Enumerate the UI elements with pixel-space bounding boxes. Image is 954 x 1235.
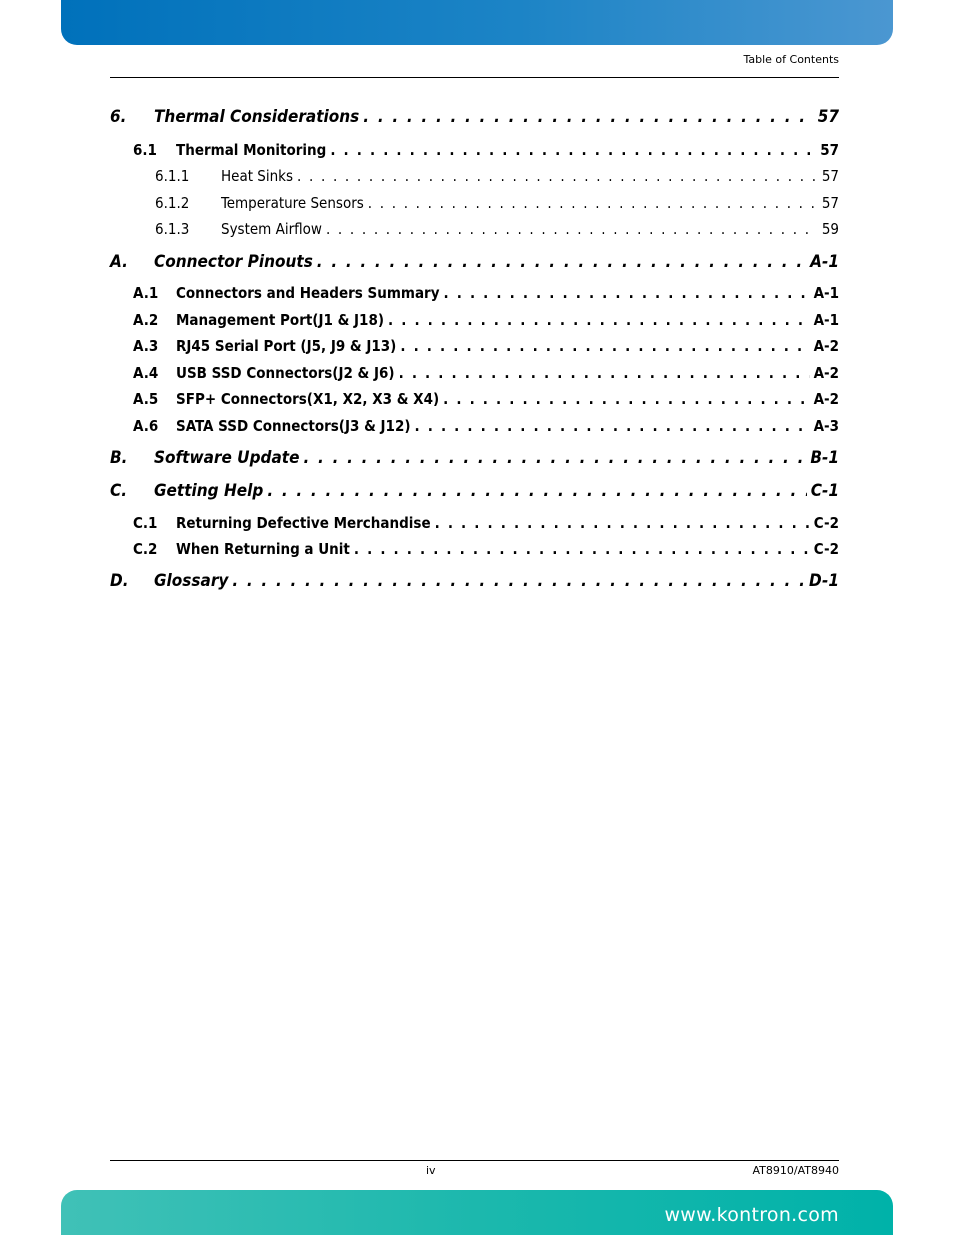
toc-entry-title: Glossary [154,571,229,591]
toc-entry-number: B. [110,448,128,468]
toc-dot-leader [444,284,810,302]
toc-entry-number: A.6 [133,417,159,435]
toc-entry[interactable] [110,220,839,238]
toc-entry-number: C. [110,481,128,501]
toc-entry-page: A-1 [813,284,839,302]
toc-entry-page: 57 [821,167,839,185]
toc-entry-page: 59 [821,220,839,238]
toc-entry-page: C-1 [810,481,839,501]
toc-entry-title: Heat Sinks [221,167,294,185]
toc-entry[interactable] [110,540,839,558]
toc-dot-leader [415,417,810,435]
toc-entry-title: Thermal Monitoring [176,141,327,159]
toc-entry-number: 6.1 [133,141,157,159]
toc-entry-page: A-3 [813,417,839,435]
toc-entry-page: C-2 [813,540,839,558]
toc-entry-page: A-2 [813,364,839,382]
toc-dot-leader [368,194,818,212]
website-link[interactable]: www.kontron.com [664,1204,839,1226]
toc-dot-leader [304,448,807,468]
toc-entry-title: Getting Help [154,481,264,501]
toc-entry[interactable] [110,284,839,302]
toc-entry-number: A.2 [133,311,159,329]
toc-entry[interactable] [110,417,839,435]
toc-dot-leader [399,364,810,382]
toc-entry-number: 6. [110,107,127,127]
toc-dot-leader [354,540,810,558]
toc-entry-number: 6.1.1 [155,167,190,185]
toc-dot-leader [330,141,816,159]
toc-entry[interactable] [110,571,839,591]
toc-entry-title: SATA SSD Connectors(J3 & J12) [176,417,411,435]
toc-entry[interactable] [110,141,839,159]
toc-dot-leader [267,481,806,501]
toc-entry-page: 57 [821,194,839,212]
toc-entry-title: Temperature Sensors [221,194,364,212]
toc-entry-number: A.3 [133,337,159,355]
toc-entry[interactable] [110,390,839,408]
toc-dot-leader [232,571,805,591]
toc-entry-number: A.4 [133,364,159,382]
footer-page-number: iv [426,1164,436,1177]
toc-entry-title: Connector Pinouts [154,252,313,272]
toc-entry-page: A-2 [813,337,839,355]
toc-entry-number: D. [110,571,129,591]
toc-entry[interactable] [110,311,839,329]
toc-dot-leader [443,390,809,408]
toc-dot-leader [435,514,810,532]
toc-dot-leader [317,252,806,272]
toc-entry-title: Software Update [154,448,300,468]
toc-entry[interactable] [110,252,839,272]
toc-entry-page: 57 [817,107,839,127]
toc-entry-number: C.1 [133,514,158,532]
toc-entry-number: A. [110,252,128,272]
toc-entry-number: A.5 [133,390,159,408]
toc-entry-title: Thermal Considerations [154,107,360,127]
toc-entry[interactable] [110,167,839,185]
toc-dot-leader [363,107,813,127]
toc-entry-title: System Airflow [221,220,322,238]
footer-divider [110,1160,839,1161]
footer-product-name: AT8910/AT8940 [752,1164,839,1177]
toc-entry-title: Management Port(J1 & J18) [176,311,385,329]
toc-entry-page: A-1 [813,311,839,329]
toc-dot-leader [326,220,818,238]
toc-entry[interactable] [110,514,839,532]
toc-entry-page: D-1 [808,571,839,591]
toc-entry-number: C.2 [133,540,158,558]
toc-entry-title: Connectors and Headers Summary [176,284,440,302]
toc-dot-leader [388,311,810,329]
bottom-banner [61,1190,893,1235]
toc-entry[interactable] [110,107,839,127]
toc-entry-title: RJ45 Serial Port (J5, J9 & J13) [176,337,397,355]
toc-entry-page: 57 [820,141,839,159]
toc-dot-leader [400,337,809,355]
toc-entry-page: A-1 [810,252,839,272]
toc-entry[interactable] [110,194,839,212]
header-divider [110,77,839,78]
toc-entry[interactable] [110,364,839,382]
toc-entry-number: 6.1.2 [155,194,190,212]
header-section-title: Table of Contents [743,53,839,66]
toc-entry-page: C-2 [813,514,839,532]
toc-entry[interactable] [110,481,839,501]
toc-entry[interactable] [110,448,839,468]
toc-entry-title: When Returning a Unit [176,540,350,558]
toc-entry-page: A-2 [813,390,839,408]
toc-entry-number: A.1 [133,284,159,302]
toc-dot-leader [297,167,818,185]
toc-entry-title: SFP+ Connectors(X1, X2, X3 & X4) [176,390,440,408]
toc-entry-title: USB SSD Connectors(J2 & J6) [176,364,395,382]
toc-entry[interactable] [110,337,839,355]
toc-entry-page: B-1 [810,448,839,468]
toc-entry-title: Returning Defective Merchandise [176,514,431,532]
toc-entry-number: 6.1.3 [155,220,190,238]
top-banner [61,0,893,45]
